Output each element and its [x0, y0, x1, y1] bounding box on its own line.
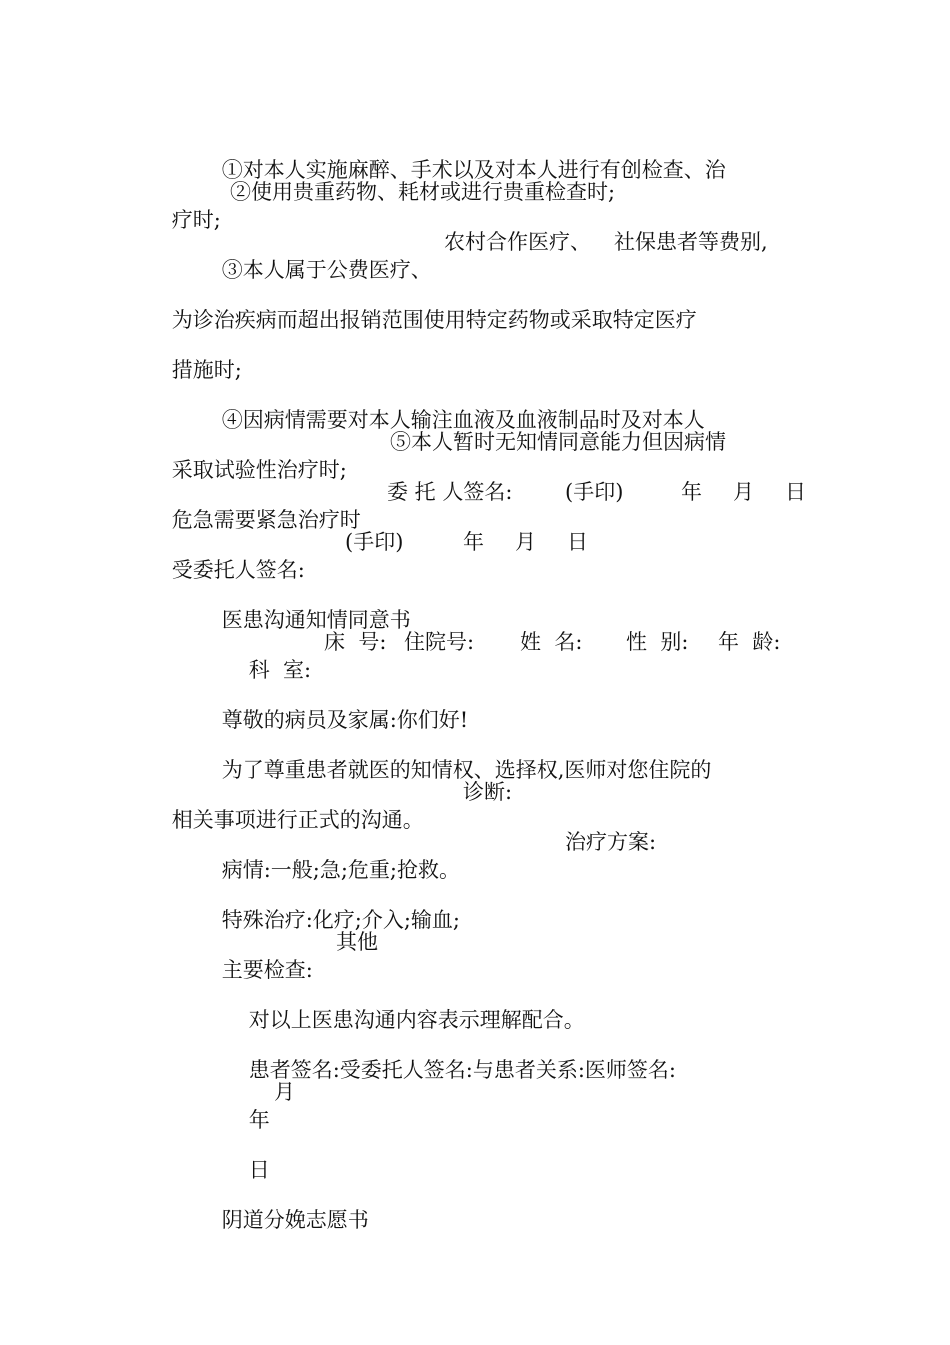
text-segment: 采取试验性治疗时;: [171, 458, 347, 482]
text-segment: 年: [463, 530, 484, 554]
text-segment: 措施时;: [171, 358, 242, 382]
field-admission-number: 住院号:: [404, 630, 475, 654]
text-segment: 年: [248, 1108, 270, 1132]
text-segment: 月: [515, 530, 536, 554]
text-segment: 阴道分娩志愿书: [221, 1208, 369, 1232]
text-segment: ⑤本人暂时无知情同意能力但因病情: [390, 430, 726, 454]
text-segment: 为诊治疾病而超出报销范围使用特定药物或采取特定医疗: [171, 308, 697, 332]
field-age: 年 龄:: [718, 630, 781, 654]
field-main-examination: 主要检查:: [221, 958, 313, 982]
text-segment: ③本人属于公费医疗、: [221, 258, 432, 282]
field-treatment-plan: 治疗方案:: [565, 830, 657, 854]
text-segment: 月: [274, 1080, 295, 1104]
text-segment: 尊敬的病员及家属:你们好!: [221, 708, 469, 732]
text-segment: 日: [248, 1158, 270, 1182]
text-segment: 受委托人签名:: [171, 558, 305, 582]
text-segment: (手印): [565, 480, 624, 504]
text-segment: 危急需要紧急治疗时: [171, 508, 361, 532]
text-segment: 社保患者等费别,: [614, 230, 768, 254]
text-segment: (手印): [345, 530, 404, 554]
text-segment: 特殊治疗:化疗;介入;输血;: [221, 908, 461, 932]
field-bed-number: 床 号:: [324, 630, 387, 654]
field-other: 其他: [336, 930, 378, 954]
field-department: 科 室:: [248, 658, 312, 682]
text-segment: 对以上医患沟通内容表示理解配合。: [248, 1008, 585, 1032]
field-diagnosis: 诊断:: [463, 780, 513, 804]
field-name: 姓 名:: [520, 630, 583, 654]
text-segment: 月: [733, 480, 754, 504]
text-segment: 医患沟通知情同意书: [221, 608, 411, 632]
text-segment: 年: [681, 480, 702, 504]
text-segment: 日: [567, 530, 588, 554]
text-segment: 委 托 人签名:: [387, 480, 513, 504]
text-segment: 日: [785, 480, 806, 504]
text-segment: 农村合作医疗、: [444, 230, 591, 254]
text-segment: ②使用贵重药物、耗材或进行贵重检查时;: [230, 180, 616, 204]
text-segment: ④因病情需要对本人输注血液及血液制品时及对本人: [221, 408, 705, 432]
text-segment: 患者签名:受委托人签名:与患者关系:医师签名:: [248, 1058, 677, 1082]
section-title-vaginal-delivery: [195, 1178, 369, 1262]
text-segment: 为了尊重患者就医的知情权、选择权,医师对您住院的: [221, 758, 712, 782]
text-segment: 疗时;: [171, 208, 221, 232]
field-gender: 性 别:: [626, 630, 689, 654]
field-condition: 病情:一般;急;危重;抢救。: [221, 858, 461, 882]
text-segment: 相关事项进行正式的沟通。: [171, 808, 424, 832]
text-segment: ①对本人实施麻醉、手术以及对本人进行有创检查、治: [221, 158, 726, 182]
